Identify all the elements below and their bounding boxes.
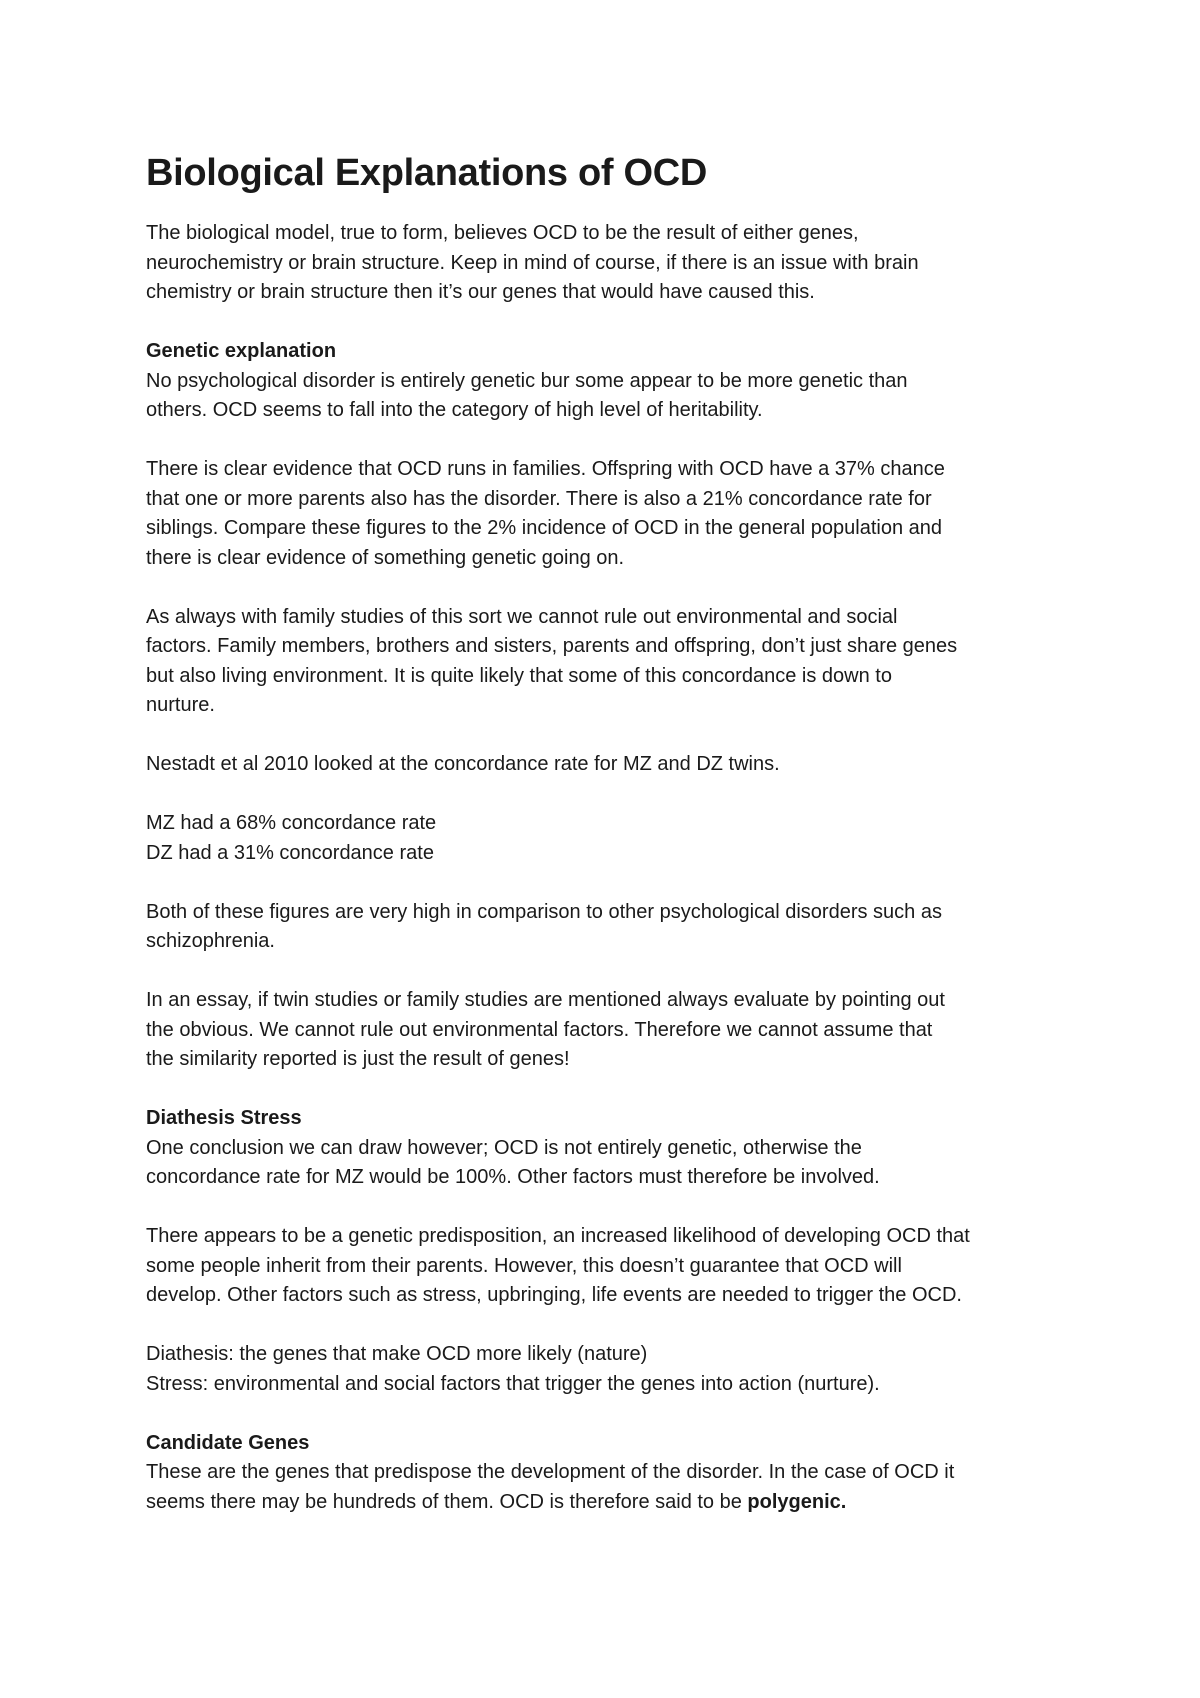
mz-rate-line: MZ had a 68% concordance rate (146, 812, 437, 834)
genetic-paragraph-7 (146, 986, 1086, 1075)
text-line: chemistry or brain structure then it’s our genes that would have caused this. (146, 281, 815, 303)
polygenic-term: polygenic. (747, 1490, 847, 1513)
intro-paragraph (146, 219, 1086, 308)
text-line: No psychological disorder is entirely genetic bur some appear to be more genetic than (146, 369, 908, 392)
section-heading-genetic: Genetic explanation (146, 340, 337, 362)
text-line: Both of these figures are very high in comparison to other psychological disorders such as (146, 900, 942, 923)
text-line: There appears to be a genetic predisposition, an increased likelihood of developing OCD that (146, 1225, 970, 1247)
text-line: schizophrenia. (146, 930, 275, 952)
text-line: nurture. (146, 694, 215, 716)
text-line: In an essay, if twin studies or family studies are mentioned always evaluate by pointing out (146, 989, 945, 1011)
genetic-paragraph-3 (146, 603, 1086, 721)
text-line: develop. Other factors such as stress, upbringing, life events are needed to trigger the OCD. (146, 1284, 962, 1306)
text-line: the similarity reported is just the result of genes! (146, 1048, 570, 1070)
diathesis-paragraph-2 (146, 1222, 1086, 1311)
text-line: The biological model, true to form, believes OCD to be the result of either genes, (146, 222, 859, 244)
text-line: siblings. Compare these figures to the 2% incidence of OCD in the general population and (146, 517, 943, 539)
section-heading-diathesis: Diathesis Stress (146, 1107, 302, 1129)
diathesis-definitions (146, 1340, 1086, 1399)
text-line: that one or more parents also has the disorder. There is also a 21% concordance rate for (146, 487, 932, 510)
text-line: factors. Family members, brothers and sisters, parents and offspring, don’t just share genes (146, 635, 958, 657)
text-line: but also living environment. It is quite likely that some of this concordance is down to (146, 664, 892, 687)
genetic-paragraph-4 (146, 750, 1086, 780)
text-line: These are the genes that predispose the development of the disorder. In the case of OCD it (146, 1461, 955, 1483)
diathesis-paragraph-1 (146, 1104, 1086, 1193)
text-line: concordance rate for MZ would be 100%. Other factors must therefore be involved. (146, 1166, 880, 1188)
twin-rates (146, 809, 1086, 868)
genetic-paragraph-1 (146, 337, 1086, 426)
text-line: some people inherit from their parents. However, this doesn’t guarantee that OCD will (146, 1254, 902, 1277)
page-title: Biological Explanations of OCD (146, 152, 708, 194)
candidate-paragraph (146, 1429, 1086, 1518)
section-heading-candidate: Candidate Genes (146, 1431, 310, 1454)
text-segment: seems there may be hundreds of them. OCD is therefore said to be (146, 1490, 748, 1513)
text-line: the obvious. We cannot rule out environmental factors. Therefore we cannot assume that (146, 1018, 933, 1041)
text-line: As always with family studies of this sort we cannot rule out environmental and social (146, 605, 898, 628)
text-line: neurochemistry or brain structure. Keep in mind of course, if there is an issue with brain (146, 251, 919, 274)
diathesis-definition: Diathesis: the genes that make OCD more likely (nature) (146, 1343, 648, 1365)
text-line: there is clear evidence of something genetic going on. (146, 546, 625, 569)
text-line: Nestadt et al 2010 looked at the concordance rate for MZ and DZ twins. (146, 753, 780, 775)
document-page (146, 150, 1086, 1547)
genetic-paragraph-2 (146, 455, 1086, 573)
dz-rate-line: DZ had a 31% concordance rate (146, 841, 434, 864)
genetic-paragraph-6 (146, 898, 1086, 957)
text-line: One conclusion we can draw however; OCD is not entirely genetic, otherwise the (146, 1136, 862, 1159)
stress-definition: Stress: environmental and social factors that trigger the genes into action (nurture). (146, 1372, 880, 1395)
text-line: There is clear evidence that OCD runs in families. Offspring with OCD have a 37% chance (146, 458, 945, 480)
text-line (146, 1488, 1086, 1518)
text-line: others. OCD seems to fall into the category of high level of heritability. (146, 399, 763, 421)
